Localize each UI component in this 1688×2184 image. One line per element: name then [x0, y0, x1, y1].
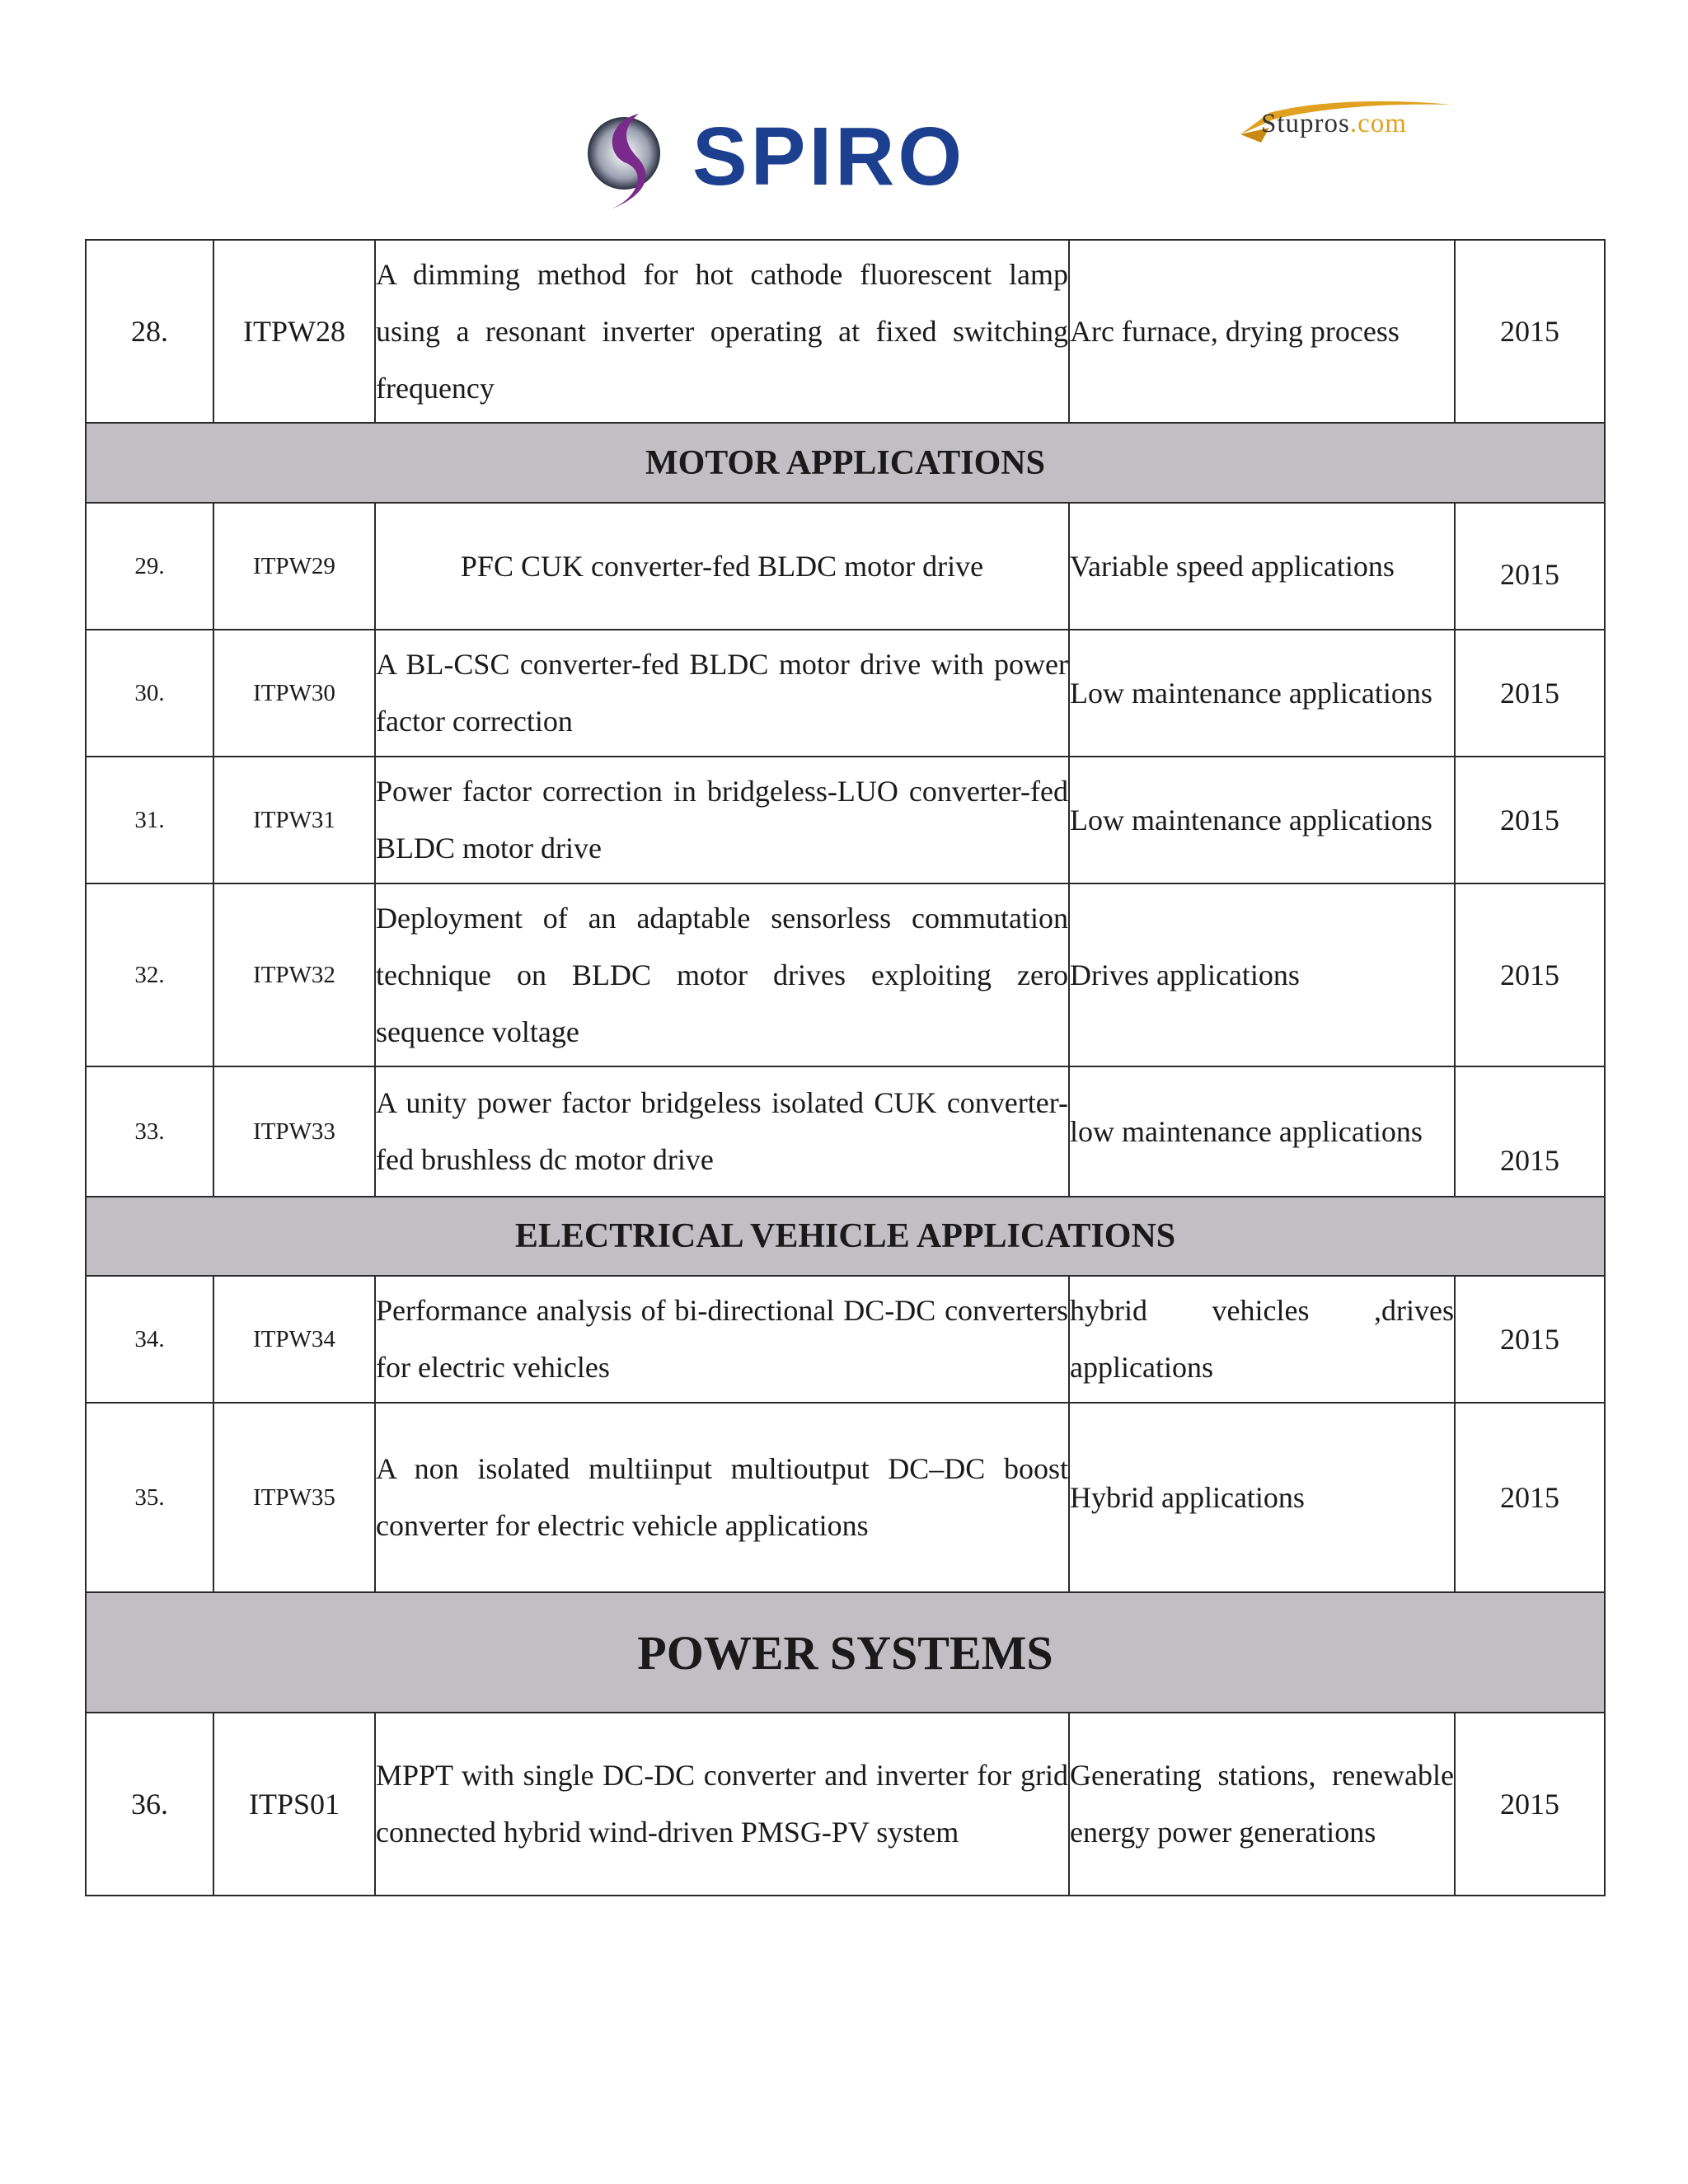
project-code: ITPS01 — [213, 1713, 375, 1896]
table-row — [86, 1066, 1605, 1197]
project-title: A BL-CSC converter-fed BLDC motor drive with power factor correction — [375, 630, 1069, 757]
project-table — [85, 239, 1606, 1896]
section-title-ev: ELECTRICAL VEHICLE APPLICATIONS — [86, 1197, 1605, 1276]
table-row — [86, 1403, 1605, 1592]
project-code: ITPW34 — [213, 1276, 375, 1403]
stupros-domain: .com — [1349, 109, 1407, 138]
project-year: 2015 — [1455, 1403, 1605, 1592]
project-year: 2015 — [1455, 883, 1605, 1066]
serial-number: 33. — [86, 1066, 213, 1197]
project-year: 2015 — [1455, 630, 1605, 757]
project-title: A dimming method for hot cathode fluorescent lamp using a resonant inverter operating at fixed switching frequency — [375, 240, 1069, 423]
project-title: A unity power factor bridgeless isolated CUK converter-fed brushless dc motor drive — [375, 1066, 1069, 1197]
serial-number: 28. — [86, 240, 213, 423]
serial-number: 34. — [86, 1276, 213, 1403]
project-title: PFC CUK converter-fed BLDC motor drive — [375, 503, 1069, 630]
project-year: 2015 — [1455, 503, 1605, 630]
project-title: Deployment of an adaptable sensorless commutation technique on BLDC motor drives exploiting zero sequence voltage — [375, 883, 1069, 1066]
table-row — [86, 630, 1605, 757]
project-title: MPPT with single DC-DC converter and inverter for grid connected hybrid wind-driven PMSG-PV system — [375, 1713, 1069, 1896]
section-header-row — [86, 1197, 1605, 1276]
project-code: ITPW35 — [213, 1403, 375, 1592]
project-application: low maintenance applications — [1069, 1066, 1455, 1197]
table-row — [86, 240, 1605, 423]
table-row — [86, 883, 1605, 1066]
project-year: 2015 — [1455, 1066, 1605, 1197]
project-code: ITPW32 — [213, 883, 375, 1066]
project-application: hybrid vehicles ,drives applications — [1069, 1276, 1455, 1403]
table-row — [86, 1713, 1605, 1896]
stupros-name: Stupros — [1261, 109, 1350, 138]
table-row — [86, 757, 1605, 883]
project-year: 2015 — [1455, 240, 1605, 423]
section-header-row — [86, 1592, 1605, 1713]
serial-number: 29. — [86, 503, 213, 630]
project-application: Low maintenance applications — [1069, 757, 1455, 883]
spiro-logo-text: SPIRO — [692, 110, 966, 203]
project-year: 2015 — [1455, 1713, 1605, 1896]
project-year: 2015 — [1455, 1276, 1605, 1403]
project-application: Generating stations, renewable energy power generations — [1069, 1713, 1455, 1896]
project-code: ITPW29 — [213, 503, 375, 630]
table-row — [86, 503, 1605, 630]
section-title-motor: MOTOR APPLICATIONS — [86, 423, 1605, 503]
serial-number: 31. — [86, 757, 213, 883]
project-application: Variable speed applications — [1069, 503, 1455, 630]
project-code: ITPW33 — [213, 1066, 375, 1197]
section-header-row — [86, 423, 1605, 503]
section-title-power-systems: POWER SYSTEMS — [86, 1592, 1605, 1713]
project-title: Performance analysis of bi-directional DC-DC converters for electric vehicles — [375, 1276, 1069, 1403]
table-row — [86, 1276, 1605, 1403]
project-title: Power factor correction in bridgeless-LUO converter-fed BLDC motor drive — [375, 757, 1069, 883]
serial-number: 32. — [86, 883, 213, 1066]
stupros-logo-text — [1261, 107, 1407, 140]
project-code: ITPW28 — [213, 240, 375, 423]
project-code: ITPW31 — [213, 757, 375, 883]
project-application: Hybrid applications — [1069, 1403, 1455, 1592]
project-application: Low maintenance applications — [1069, 630, 1455, 757]
serial-number: 30. — [86, 630, 213, 757]
serial-number: 35. — [86, 1403, 213, 1592]
project-year: 2015 — [1455, 757, 1605, 883]
project-application: Drives applications — [1069, 883, 1455, 1066]
project-title: A non isolated multiinput multioutput DC–DC boost converter for electric vehicle applications — [375, 1403, 1069, 1592]
project-code: ITPW30 — [213, 630, 375, 757]
serial-number: 36. — [86, 1713, 213, 1896]
project-application: Arc furnace, drying process — [1069, 240, 1455, 423]
